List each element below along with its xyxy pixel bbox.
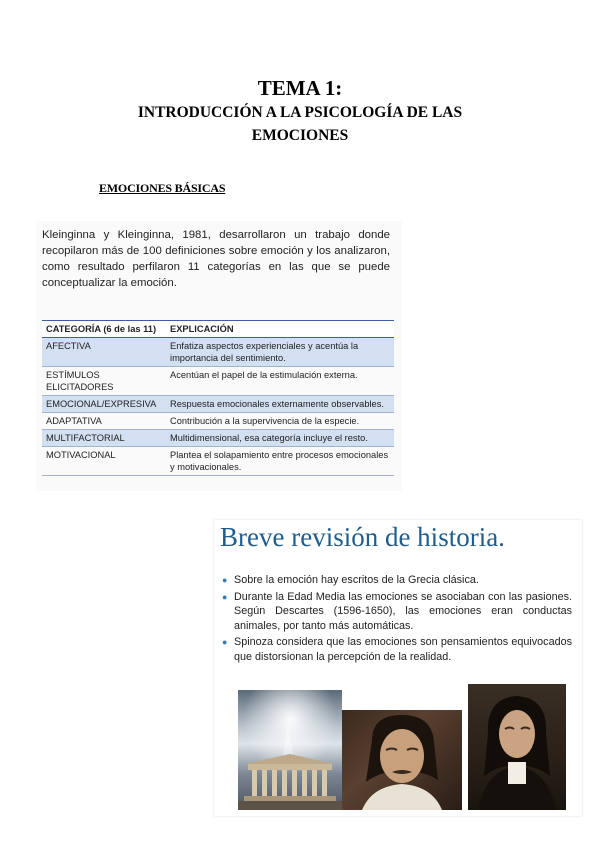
list-item: ● Durante la Edad Media las emociones se asociaban con las pasiones. Según Descartes (1596-1650), las emociones eran conductas animales, por tanto más automáticas. — [222, 590, 572, 632]
history-title: Breve revisión de historia. — [220, 522, 505, 552]
explanation-cell: Multidimensional, esa categoría incluye el resto. — [166, 430, 394, 447]
history-bullet-list — [222, 573, 572, 666]
explanation-cell: Respuesta emocionales externamente observables. — [166, 396, 394, 413]
table-row — [42, 367, 394, 396]
history-slide — [214, 520, 582, 816]
explanation-cell: Plantea el solapamiento entre procesos emocionales y motivacionales. — [166, 447, 394, 476]
spinoza-portrait-image — [468, 684, 566, 810]
categories-table — [42, 320, 394, 476]
section-heading: EMOCIONES BÁSICAS — [99, 181, 226, 195]
table-row — [42, 430, 394, 447]
emociones-basicas-panel — [36, 221, 402, 491]
category-cell: MOTIVACIONAL — [42, 447, 166, 476]
list-item: ● Sobre la emoción hay escritos de la Grecia clásica. — [222, 574, 479, 586]
bullet-icon: ● — [222, 591, 228, 602]
explanation-cell: Contribución a la supervivencia de la especie. — [166, 413, 394, 430]
tema-title: TEMA 1: — [257, 76, 343, 100]
table-row — [42, 413, 394, 430]
table-row — [42, 396, 394, 413]
table-row — [42, 447, 394, 476]
tema-subtitle-line2: EMOCIONES — [251, 127, 349, 144]
column-header-explicacion: EXPLICACIÓN — [166, 321, 394, 338]
column-header-categoria: CATEGORÍA (6 de las 11) — [42, 321, 166, 338]
explanation-cell: Enfatiza aspectos experienciales y acentúa la importancia del sentimiento. — [166, 338, 394, 367]
tema-subtitle-line1: INTRODUCCIÓN A LA PSICOLOGÍA DE LAS — [137, 104, 463, 121]
table-header-row — [42, 321, 394, 338]
list-item: ● Spinoza considera que las emociones son pensamientos equivocados que distorsionan la percepción de la realidad. — [222, 636, 572, 663]
bullet-icon: ● — [222, 575, 228, 585]
category-cell: ESTÍMULOS ELICITADORES — [42, 367, 166, 396]
table-row — [42, 338, 394, 367]
category-cell: EMOCIONAL/EXPRESIVA — [42, 396, 166, 413]
category-cell: ADAPTATIVA — [42, 413, 166, 430]
category-cell: MULTIFACTORIAL — [42, 430, 166, 447]
explanation-cell: Acentúan el papel de la estimulación externa. — [166, 367, 394, 396]
bullet-icon: ● — [222, 637, 228, 647]
intro-paragraph: Kleinginna y Kleinginna, 1981, desarrollaron un trabajo donde recopilaron más de 100 definiciones sobre emoción y los analizaron, como resultado perfilaron 11 categorías en las que se puede conceptualizar la emoción. — [42, 229, 390, 289]
descartes-portrait-image — [342, 710, 462, 810]
category-cell: AFECTIVA — [42, 338, 166, 367]
parthenon-image — [238, 690, 342, 810]
